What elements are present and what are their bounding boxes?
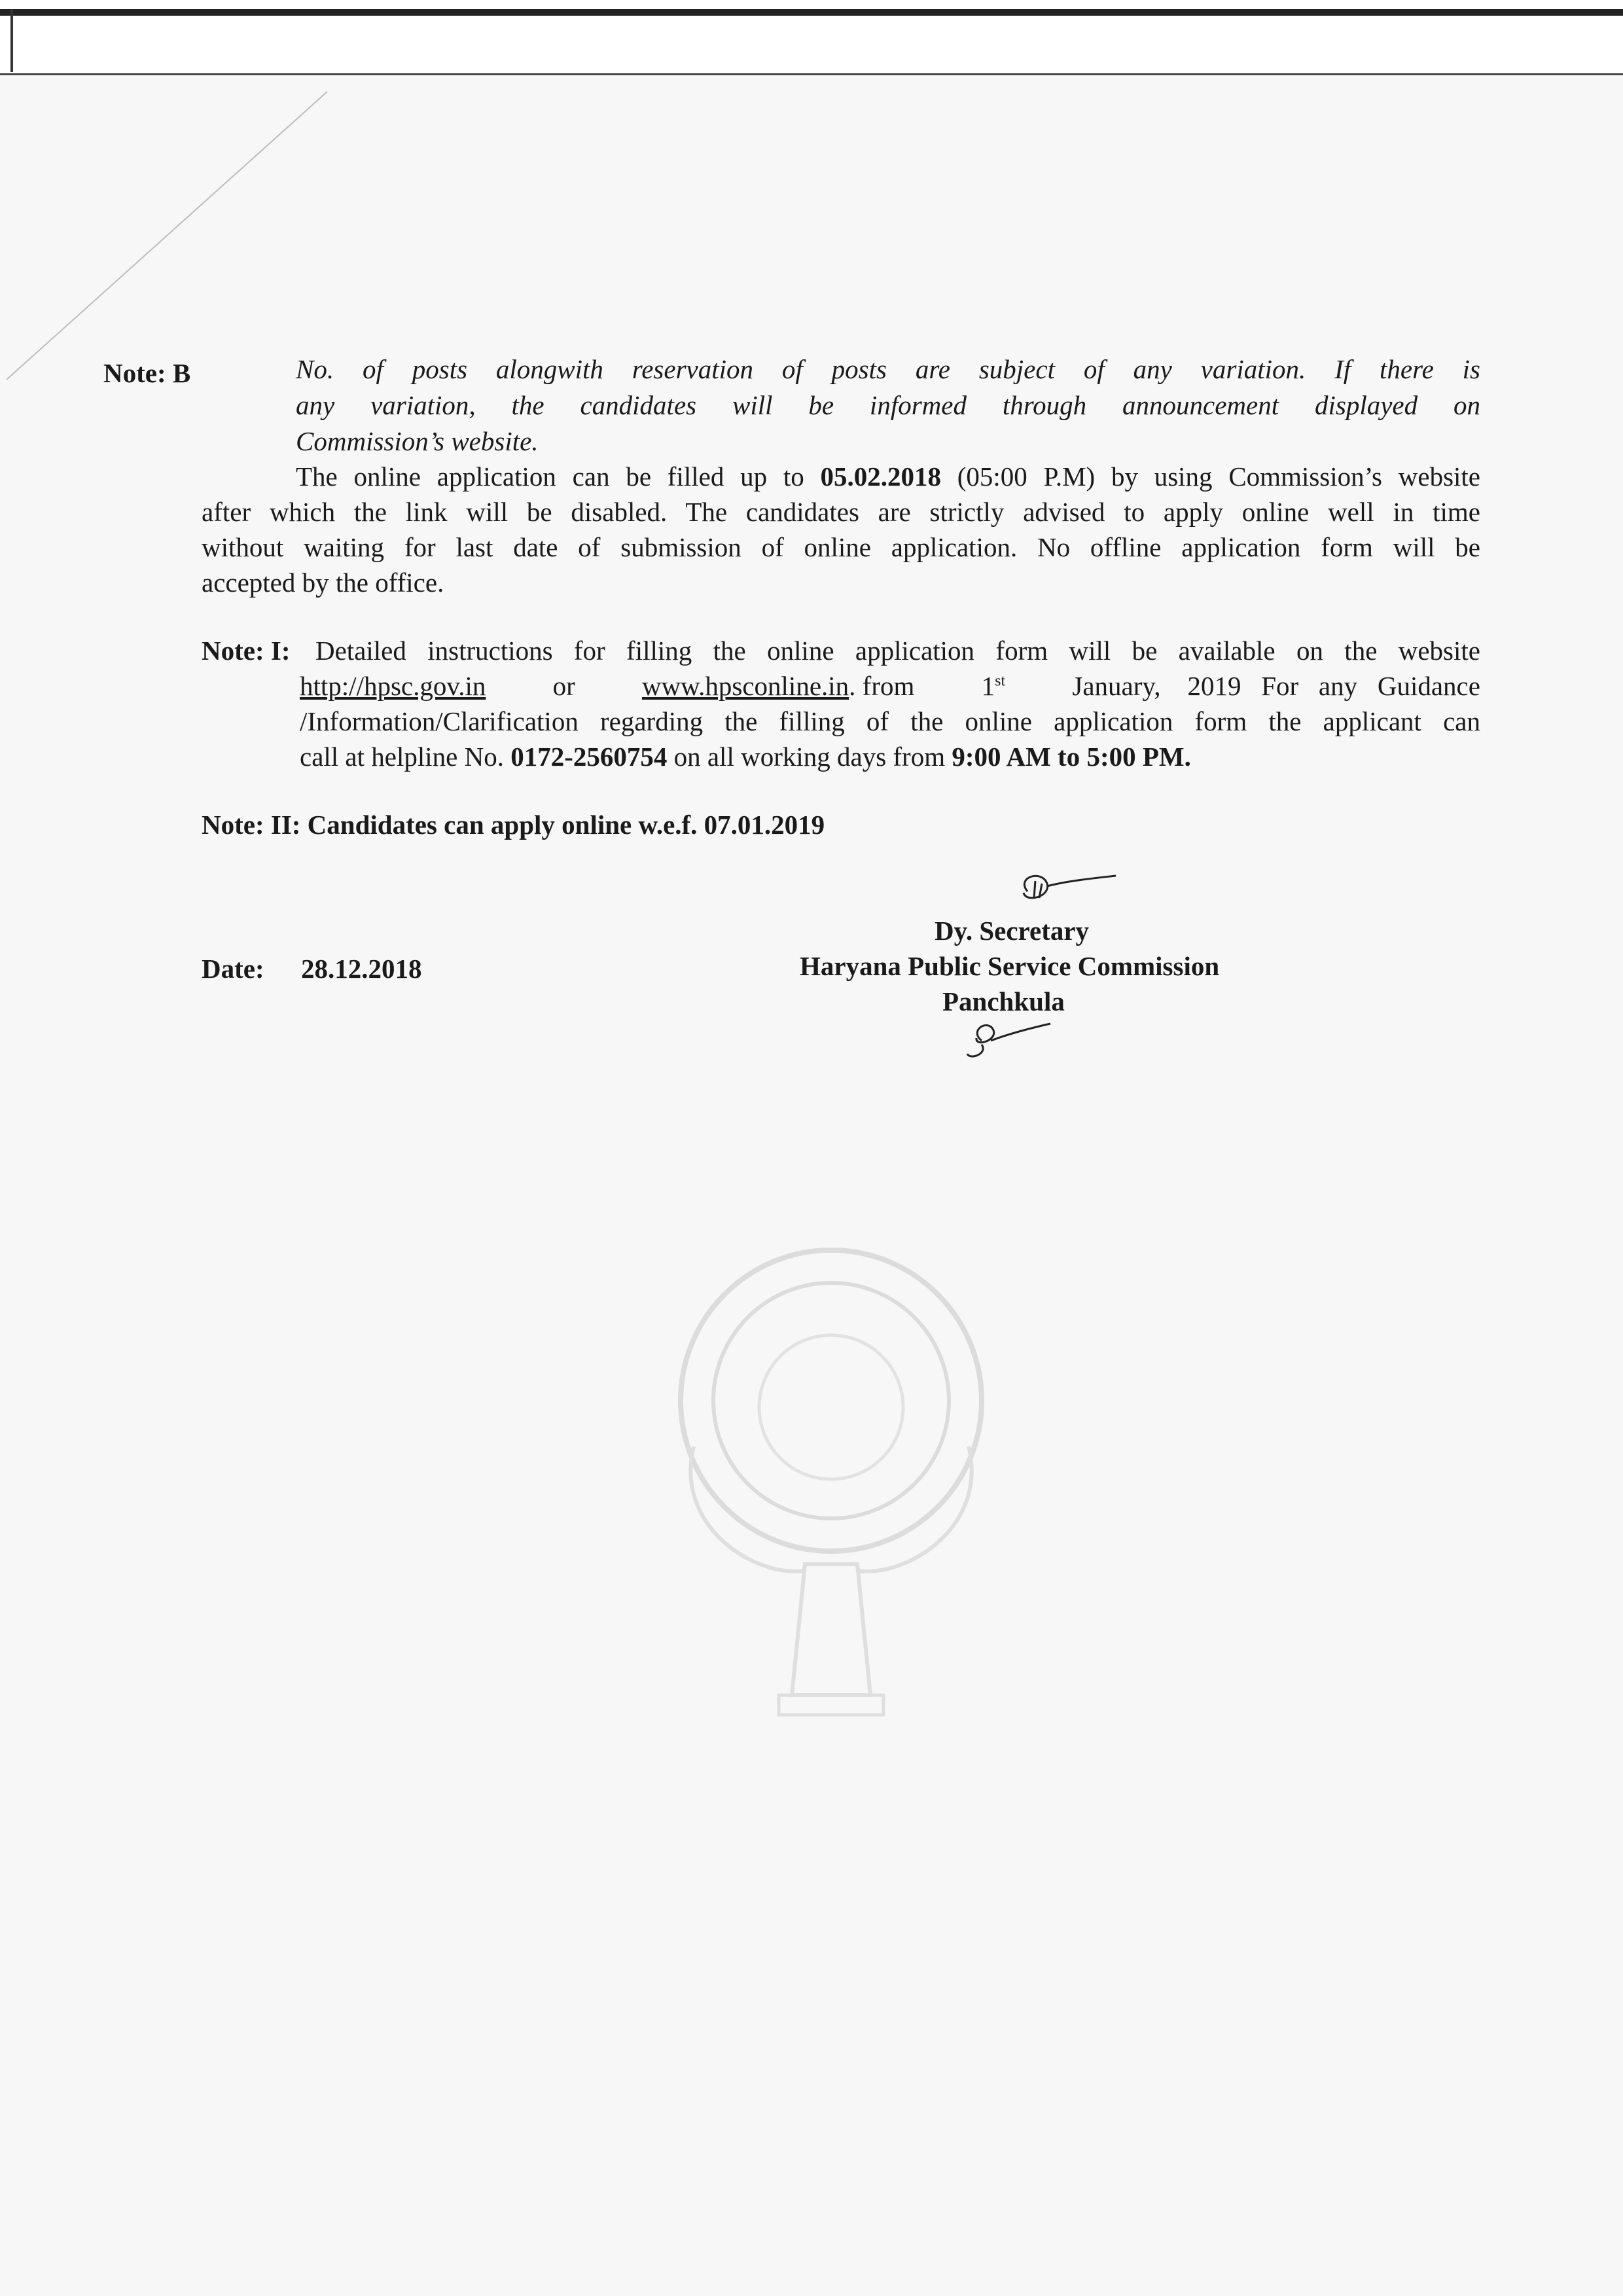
note-1-label: Note: I: xyxy=(202,636,291,666)
note-b-paragraph-line-4: accepted by the office. xyxy=(202,567,444,598)
date-label: Date: xyxy=(202,954,264,984)
hpsconline-website-link[interactable]: www.hpsconline.in xyxy=(641,671,849,701)
start-date-rest: January, 2019 For any Guidance xyxy=(1072,671,1480,701)
note-1-line-3: /Information/Clarification regarding the filling of the online application form the applicant can xyxy=(300,706,1480,736)
helpline-hours: 9:00 AM to 5:00 PM. xyxy=(952,742,1191,772)
note-b-paragraph-line-1 xyxy=(296,459,1480,493)
note-b-para-text-a: The online application can be filled up to xyxy=(296,461,821,492)
note-2: Note: II: Candidates can apply online w.e.f. 07.01.2019 xyxy=(202,810,825,840)
helpline-number: 0172-2560754 xyxy=(510,742,668,772)
signatory-place: Panchkula xyxy=(942,986,1065,1016)
last-date: 05.02.2018 xyxy=(820,461,941,492)
emblem-seal-icon xyxy=(648,1237,1014,1734)
word-from: . from xyxy=(849,671,915,701)
note-b-paragraph-line-2: after which the link will be disabled. The candidates are strictly advised to apply online well in time xyxy=(202,497,1480,527)
start-day: 1 xyxy=(981,671,995,701)
note-1-line-1: Detailed instructions for filling the online application form will be available on the website xyxy=(315,636,1480,666)
note-b-para-text-b: (05:00 P.M) by using Commission’s website xyxy=(941,461,1480,492)
signatory-designation: Dy. Secretary xyxy=(935,916,1090,946)
scan-streak-icon xyxy=(0,79,340,393)
hpsc-website-link[interactable]: http://hpsc.gov.in xyxy=(300,671,486,701)
signature-upper-icon xyxy=(1001,864,1119,916)
date-value: 28.12.2018 xyxy=(301,954,422,984)
note-1-line-4 xyxy=(300,740,1480,774)
scan-left-edge xyxy=(10,9,13,72)
helpline-text-a: call at helpline No. xyxy=(300,742,511,772)
signature-lower-icon xyxy=(962,1014,1054,1067)
note-b-italic-line-3: Commission’s website. xyxy=(296,426,539,456)
scan-top-border xyxy=(0,9,1623,16)
signatory-organization: Haryana Public Service Commission xyxy=(800,951,1220,981)
word-or: or xyxy=(552,671,575,701)
note-b-italic-line-1: No. of posts alongwith reservation of posts are subject of any variation. If there is xyxy=(296,354,1480,384)
note-b-label: Note: B xyxy=(103,358,191,388)
helpline-text-b: on all working days from xyxy=(667,742,952,772)
start-day-suffix: st xyxy=(995,672,1006,690)
note-1-line-2 xyxy=(300,669,1480,703)
note-b-paragraph-line-3: without waiting for last date of submission of online application. No offline application form will be xyxy=(202,532,1480,562)
note-b-italic-line-2: any variation, the candidates will be informed through announcement displayed on xyxy=(296,390,1480,420)
